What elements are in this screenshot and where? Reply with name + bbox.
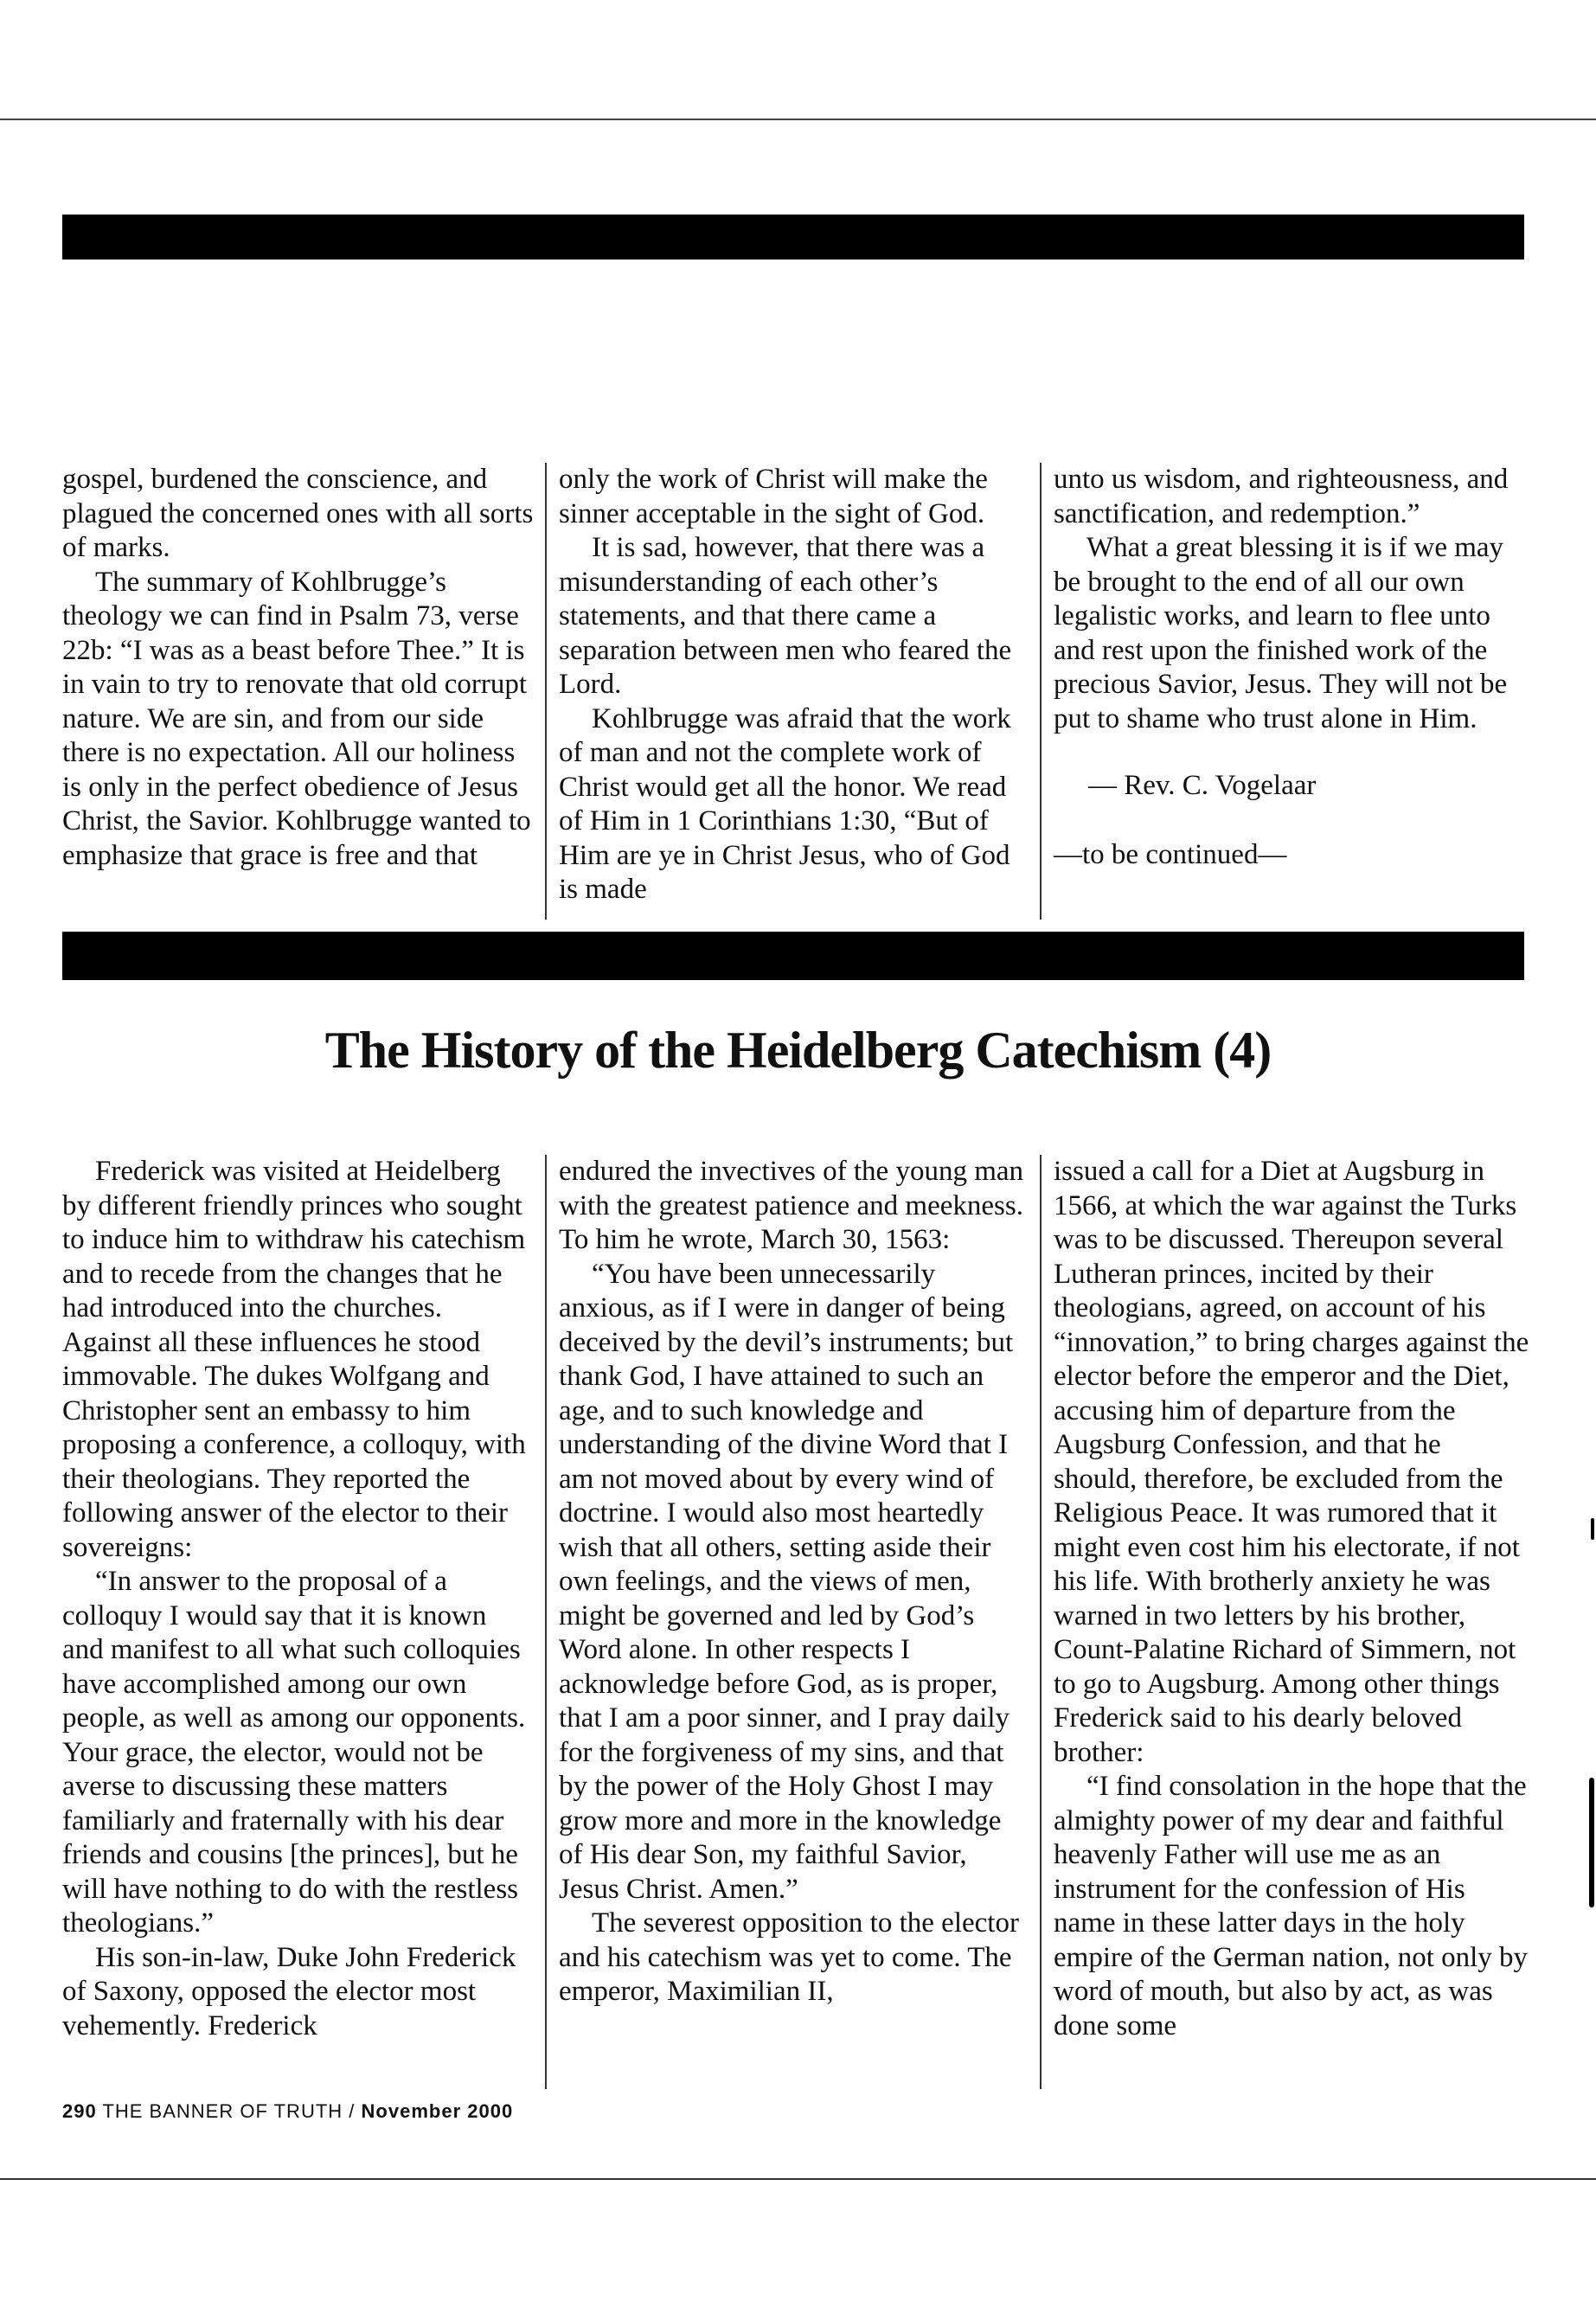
article-column-1: [62, 1155, 534, 2043]
bottom-rule: [0, 2178, 1596, 2180]
page-number: 290: [62, 2100, 97, 2122]
section1-column-1: [62, 463, 534, 873]
to-be-continued: —to be continued—: [1054, 838, 1287, 870]
paragraph: gospel, burdened the conscience, and plagued the concerned ones with all sorts of marks.: [62, 464, 534, 563]
paragraph: “In answer to the proposal of a colloquy I would say that it is known and manifest to all what such colloquies have accomplished among our own people, as well as among our opponents. Your grace, the elector, would not be averse to discussing these matters familiarly and fraternally with his dear friends and cousins [the princes], but he will have nothing to do with the restless theologians.”: [62, 1566, 526, 1939]
top-black-band: [62, 215, 1524, 260]
paragraph: only the work of Christ will make the sinner acceptable in the sight of God.: [559, 464, 988, 529]
paragraph: It is sad, however, that there was a misunderstanding of each other’s statements, and that there came a separation between men who feared the Lord.: [559, 532, 1012, 700]
paragraph: issued a call for a Diet at Augsburg in 1566, at which the war against the Turks was to be discussed. Thereupon several Lutheran princes, incited by their theologians, agreed, on account of his “innovation,” to bring charges against the elector before the emperor and the Diet, accusing him of departure from the Augsburg Confession, and that he should, therefore, be excluded from the Religious Peace. It was rumored that it might even cost him his electorate, if not his life. With brotherly anxiety he was warned in two letters by his brother, Count-Palatine Richard of Simmern, not to go to Augsburg. Among other things Frederick said to his dearly beloved brother:: [1054, 1156, 1529, 1768]
issue-date: November 2000: [361, 2100, 514, 2122]
page-footer: [62, 2100, 513, 2123]
paragraph: unto us wisdom, and righteousness, and sanctification, and redemption.”: [1054, 464, 1509, 529]
article-column-3: [1054, 1155, 1529, 2043]
column-divider: [545, 1155, 547, 2089]
top-rule: [0, 119, 1596, 120]
scan-edge-mark: [1589, 1778, 1594, 1907]
scan-edge-mark: [1591, 1518, 1594, 1540]
publication-name: THE BANNER OF TRUTH: [102, 2100, 343, 2122]
section1-column-3: [1054, 463, 1529, 872]
paragraph: The summary of Kohlbrugge’s theology we can find in Psalm 73, verse 22b: “I was as a beast before Thee.” It is in vain to try to renovate that old corrupt nature. We are sin, and from our side there is no expectation. All our holiness is only in the perfect obedience of Jesus Christ, the Savior. Kohlbrugge wanted to emphasize that grace is free and that: [62, 566, 531, 871]
footer-separator: /: [349, 2100, 356, 2122]
column-divider: [1040, 1155, 1042, 2089]
section1-column-2: [559, 463, 1030, 907]
paragraph: The severest opposition to the elector and his catechism was yet to come. The emperor, Maximilian II,: [559, 1907, 1019, 2007]
paragraph: “I find consolation in the hope that the almighty power of my dear and faithful heavenly Father will use me as an instrument for the confession of His name in these latter days in the holy empire of the German nation, not only by word of mouth, but also by act, as was done some: [1054, 1771, 1529, 2041]
paragraph: What a great blessing it is if we may be brought to the end of all our own legalistic works, and learn to flee unto and rest upon the finished work of the precious Savior, Jesus. They will not be put to shame who trust alone in Him.: [1054, 532, 1508, 734]
column-divider: [545, 463, 547, 920]
column-divider: [1040, 463, 1042, 920]
paragraph: Kohlbrugge was afraid that the work of man and not the complete work of Christ would get all the honor. We read of Him in 1 Corinthians 1:30, “But of Him are ye in Christ Jesus, who of God is made: [559, 702, 1011, 905]
paragraph: “You have been unnecessarily anxious, as if I were in danger of being deceived by the devil’s instruments; but thank God, I have attained to such an age, and to such knowledge and understanding of the divine Word that I am not moved about by every wind of doctrine. I would also most heartedly wish that all others, setting aside their own feelings, and the views of men, might be governed and led by God’s Word alone. In other respects I acknowledge before God, as is proper, that I am a poor sinner, and I pray daily for the forgiveness of my sins, and that by the power of the Holy Ghost I may grow more and more in the knowledge of His dear Son, my faithful Savior, Jesus Christ. Amen.”: [559, 1258, 1014, 1905]
article-column-2: [559, 1155, 1030, 2009]
article-title: The History of the Heidelberg Catechism (4): [324, 1022, 1272, 1079]
paragraph: endured the invectives of the young man with the greatest patience and meekness. To him he wrote, March 30, 1563:: [559, 1156, 1024, 1255]
paragraph: His son-in-law, Duke John Frederick of Saxony, opposed the elector most vehemently. Frederick: [62, 1941, 516, 2041]
section-divider-band: [62, 932, 1524, 980]
author-signature: — Rev. C. Vogelaar: [1088, 770, 1317, 801]
paragraph: Frederick was visited at Heidelberg by different friendly princes who sought to induce him to withdraw his catechism and to recede from the changes that he had introduced into the churches. Against all these influences he stood immovable. The dukes Wolfgang and Christopher sent an embassy to him proposing a conference, a colloquy, with their theologians. They reported the following answer of the elector to their sovereigns:: [62, 1156, 526, 1563]
